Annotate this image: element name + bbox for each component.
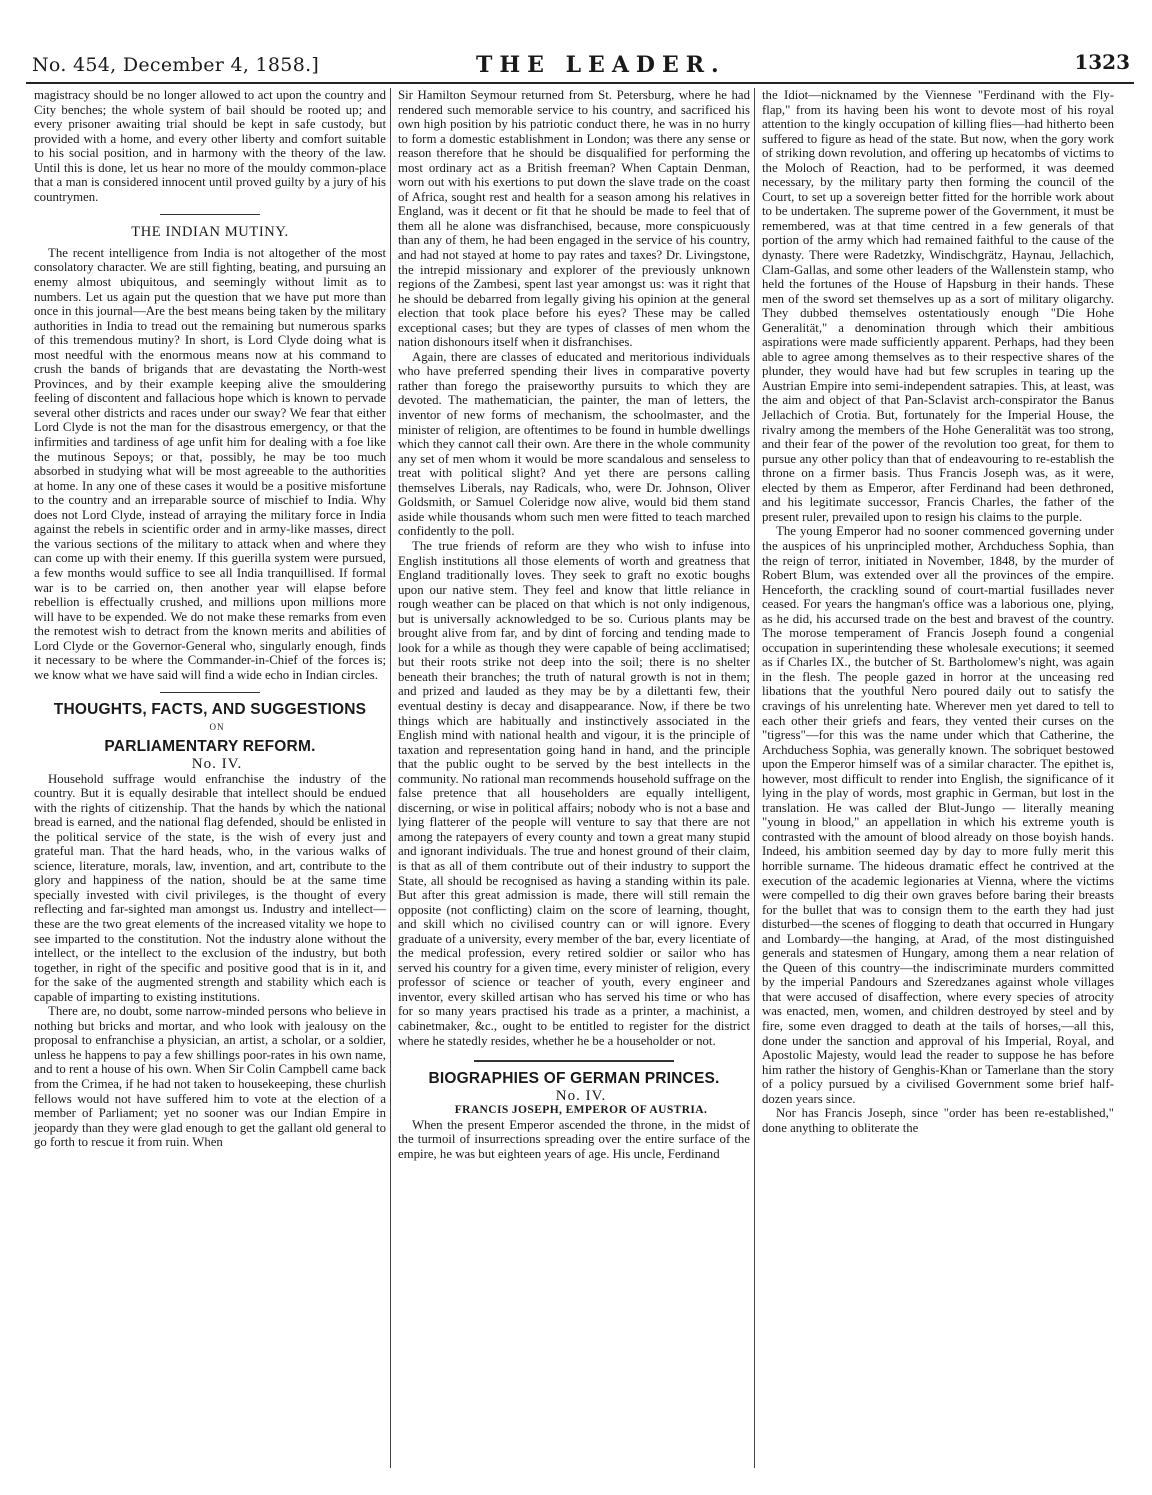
issue-date: No. 454, December 4, 1858.] xyxy=(32,54,320,76)
heading-on: ON xyxy=(209,721,225,732)
article-paragraph: Household suffrage would enfranchise the industry of the country. But it is equally desirable that intellect should be endued with the rights of citizenship. That the hands by which the national bread is earned, and the national flag defended, should be enlisted in the political service of the state, is the wish of every just and grateful man. That the hard heads, who, in the various walks of science, literature, morals, law, invention, and art, contribute to the glory and happiness of the nation, should be at the same time specially invested with civil privileges, is the thought of every reflecting and far-sighted man amongst us. Industry and intellect—these are the two great elements of the increased vitality we hope to see imparted to the constitution. Not the industry alone without the intellect, or the intellect to the exclusion of the industry, but both together, in right of the specific and positive good that is in it, and for the sake of the augmented strength and stability which each is capable of imparting to existing institutions. xyxy=(34,771,386,1004)
column-3 xyxy=(762,88,1114,1135)
section-rule xyxy=(160,692,260,693)
section-heading-reform-2: PARLIAMENTARY REFORM. xyxy=(104,738,316,756)
series-number: No. IV. xyxy=(191,755,243,772)
article-paragraph: Nor has Francis Joseph, since "order has been re-established," done anything to obliterate the xyxy=(762,1106,1114,1135)
article-paragraph: magistracy should be no longer allowed to act upon the country and City benches; the whole system of bail should be rooted up; and every prisoner awaiting trial should be kept in safe custody, but provided with a home, and every other liberty and comfort suitable to his social position, and in harmony with the theory of the law. Until this is done, let us hear no more of the mouldy common-place that a man is considered innocent until proved guilty by a jury of his countrymen. xyxy=(34,88,386,204)
masthead xyxy=(26,48,1134,84)
column-2 xyxy=(398,88,750,1161)
series-number: No. IV. xyxy=(555,1087,607,1104)
article-paragraph: The recent intelligence from India is not altogether of the most consolatory character. We are still fighting, beating, and pursuing an enemy almost ubiquitous, and seemingly without limit as to numbers. Let us again put the question that we have put more than once in this journal—Are the best means being taken by the military authorities in India to tread out the remaining but numerous sparks of this tremendous mutiny? In short, is Lord Clyde doing what is most needful with the enormous means now at his command to crush the bands of brigands that are devastating the North-west Provinces, and by their example keeping alive the smouldering feeling of discontent and fallacious hope which is known to pervade several other districts and races under our sway? We fear that either Lord Clyde is not the man for the disastrous emergency, or that the infirmities and tardiness of age unfit him for dealing with a foe like the mutinous Sepoys; or that, possibly, he may be too much absorbed in studying what will be most agreeable to the authorities at home. In any one of these cases it would be a positive misfortune to the country and an irreparable source of mischief to India. Why does not Lord Clyde, instead of arraying the military force in India against the rebels in scientific order and in army-like masses, direct the various sections of the military to attack when and where they can come up with their enemy. If this guerilla system were pursued, a few months would suffice to see all India tranquillised. If formal war is to be carried on, then another year will elapse before rebellion is effectually crushed, and millions upon millions more will have to be expended. We do not make these remarks from even the remotest wish to detract from the known merits and abilities of Lord Clyde or the Governor-General who, singularly enough, finds it necessary to be where the Commander-in-Chief of the forces is; we know what we have said will find a wide echo in Indian circles. xyxy=(34,245,386,682)
page-number: 1323 xyxy=(1074,50,1130,74)
section-rule xyxy=(474,1060,674,1062)
column-1 xyxy=(34,88,386,1150)
article-paragraph: The true friends of reform are they who wish to infuse into English institutions all those elements of worth and greatness that England traditionally loves. They seek to graft no exotic boughs upon our native stem. They feel and know that little reliance in rough weather can be placed on that which is not only indigenous, but is universally acknowledged to be so. Curious plants may be brought alive from far, and by dint of forcing and tending made to look for a while as though they were capable of being acclimatised; but their roots strike not deep into the soil; there is no shelter beneath their branches; the truth of natural growth is not in them; and prized and lauded as they may be by a dilettanti few, their eventual destiny is decay and disappearance. Now, if there be two things which are habitually and instinctively associated in the English mind with national health and vigour, it is the principle of taxation and representation going hand in hand, and the principle that the public ought to be served by the best intellects in the community. No rational man recommends household suffrage on the false pretence that all householders are equally intelligent, discerning, or wise in political affairs; nobody who is not a base and lying flatterer of the people will venture to say that there are not among the ratepayers of every county and town a great many stupid and ignorant individuals. The true and honest ground of their claim, is that as all of them contribute out of their industry to support the State, all should be recognised as having a standing within its pale. But after this great admission is made, there will still remain the opposite (not conflicting) claim on the score of learning, thought, and skill which no civilised country can or will ignore. Every graduate of a university, every member of the bar, every licentiate of the medical profession, every retired soldier or sailor who has served his country for a given time, every minister of religion, every professor of science or teacher of youth, every engineer and inventor, every skilled artisan who has served his time or who has for so many years practised his trade as a printer, a machinist, a cabinetmaker, &c., ought to be entitled to register for the district where he statedly resides, whether he be a householder or not. xyxy=(398,538,750,1048)
newspaper-title: THE LEADER. xyxy=(476,52,726,78)
article-paragraph: Again, there are classes of educated and meritorious individuals who have preferred spending their lives in comparative poverty rather than forego the praiseworthy pursuits to which they are devoted. The mathematician, the painter, the man of letters, the inventor of new forms of mechanism, the schoolmaster, and the minister of religion, are oftentimes to be found in humble dwellings which they cannot call their own. Are there in the whole community any set of men whom it would be more scandalous and senseless to treat with political slight? And yet there are persons calling themselves Liberals, nay Radicals, who, were Dr. Johnson, Oliver Goldsmith, or Samuel Coleridge now alive, would bid them stand aside while thousands whom such men were fitted to teach marched confidently to the poll. xyxy=(398,349,750,539)
section-heading-reform: THOUGHTS, FACTS, AND SUGGESTIONS xyxy=(53,701,367,719)
article-paragraph: There are, no doubt, some narrow-minded persons who believe in nothing but bricks and mortar, and who look with jealousy on the proposal to enfranchise a physician, an artist, a scholar, or a soldier, unless he happens to pay a few shillings poor-rates in his own name, and to rent a house of his own. When Sir Colin Campbell came back from the Crimea, if he had not taken to housekeeping, these churlish fellows would not have suffered him to vote at the election of a member of Parliament; yet no sooner was our Indian Empire in jeopardy than they were glad enough to get the gallant old general to go forth to rescue it from ruin. When xyxy=(34,1004,386,1150)
column-divider xyxy=(390,88,391,1468)
section-heading-biographies: BIOGRAPHIES OF GERMAN PRINCES. xyxy=(428,1070,720,1088)
article-paragraph: Sir Hamilton Seymour returned from St. Petersburg, where he had rendered such memorable service to his country, and sacrificed his own high position by his patriotic conduct there, he was in no hurry to form a domestic establishment in London; was there any sense or reason therefore that he should be disqualified for performing the most ordinary act as a British freeman? When Captain Denman, worn out with his exertions to put down the slave trade on the coast of Africa, sought rest and health for a season among his relatives in England, was it decent or fit that he should be made to feel that of them all he alone was disfranchised, because, more conspicuously than any of them, he had been engaged in the service of his country, and had not stayed at home to pay rates and taxes? Dr. Livingstone, the intrepid missionary and explorer of the previously unknown regions of the Zambesi, spent last year amongst us: was it right that he should be debarred from legally giving his opinion at the general election that took place before his eyes? These may be called exceptional cases; but they are types of classes of men whom the nation dishonours itself when it disfranchises. xyxy=(398,88,750,350)
article-paragraph: the Idiot—nicknamed by the Viennese "Ferdinand with the Fly-flap," from its having been his wont to devote most of his royal attention to the kingly occupation of killing flies—had hitherto been suffered to figure as head of the state. But now, when the gory work of striking down revolution, and offering up hecatombs of victims to the Moloch of Reaction, had to be performed, it was deemed necessary, by the military party then forming the council of the Court, to set up a sovereign better fitted for the horrible work about to be undertaken. The supreme power of the Government, it must be remembered, was at that time centred in a few generals of that portion of the army which had remained faithful to the cause of the dynasty. There were Radetzky, Windischgrätz, Haynau, Jellachich, Clam-Gallas, and some other leaders of the Wallenstein stamp, who held the fortunes of the House of Hapsburg in their hands. These men of the sword set themselves up as a sort of military oligarchy. They dubbed themselves ostentatiously enough "Die Hohe Generalität," a denomination through which their ambitious aspirations were made sufficiently apparent. Perhaps, had they been able to agree among themselves as to their respective shares of the plunder, they would have had but few scruples in tearing up the Austrian Empire into semi-independent satrapies. This, at least, was the aim and object of that Pan-Sclavist arch-conspirator the Banus Jellachich of Crotia. But, fortunately for the Imperial House, the rivalry among the members of the Hohe Generalität was too strong, and their fear of the power of the revolution too great, for them to pursue any other policy than that of endeavouring to re-establish the throne on a firmer basis. Thus Francis Joseph was, as it were, elected by them as Emperor, after Ferdinand had been dethroned, and his legitimate successor, Francis Charles, the father of the present ruler, prevailed upon to resign his claims to the purple. xyxy=(762,88,1114,524)
article-paragraph: The young Emperor had no sooner commenced governing under the auspices of his unprincipled mother, Archduchess Sophia, than the reign of terror, initiated in November, 1848, by the murder of Robert Blum, was extended over all the provinces of the empire. Henceforth, the crackling sound of court-martial fusillades never ceased. For years the hangman's office was a laborious one, plying, as he did, his accursed trade on the best and bravest of the country. The morose temperament of Francis Joseph found a congenial occupation in superintending these wholesale executions; it seemed as if Charles IX., the butcher of St. Bartholomew's night, was again in the flesh. The people gazed in horror at the unceasing red libations that the youthful Nero poured daily out to satisfy the cravings of his unrelenting hate. Wherever men yet dared to tell to each other their griefs and fears, they vented their curses on the "tigress"—for this was the name under which that Catherine, the Archduchess Sophia, was generally known. The sobriquet bestowed upon the Emperor himself was of a similar character. The epithet is, however, most difficult to render into English, the significance of it lying in the play of words, most graphic in German, but lost in the translation. He was called der Blut-Jungo — literally meaning "young in blood," an appellation in which his extreme youth is contrasted with the amount of blood already on those boyish hands. Indeed, his ambition seemed day by day to more fully merit this horrible surname. The hideous dramatic effect he contrived at the execution of the academic legionaries at Vienna, where the victims were compelled to dig their own graves before baring their breasts for the bullet that was to consign them to the earth they had just disturbed—the scenes of flogging to death that occurred in Hungary and Lombardy—the hanging, at Arad, of the most distinguished generals and statesmen of Hungary, among them a near relation of the Queen of this country—the indiscriminate murders committed by the imperial Pandours and Szeredzanes against whole villages that were accused of disaffection, where every species of atrocity was enacted, men, women, and children destroyed by steel and by fire, some even dragged to death at the tails of horses,—all this, done under the sanction and approval of his Imperial, Royal, and Apostolic Majesty, would lead the reader to suppose he has before him rather the history of Genghis-Khan or Tamerlane than the story of a policy pursued by a civilised Government some brief half-dozen years since. xyxy=(762,524,1114,1106)
column-divider xyxy=(754,88,755,1468)
article-paragraph: When the present Emperor ascended the throne, in the midst of the turmoil of insurrections spreading over the entire surface of the empire, he was but eighteen years of age. His uncle, Ferdinand xyxy=(398,1117,750,1161)
article-subheading: FRANCIS JOSEPH, EMPEROR OF AUSTRIA. xyxy=(454,1104,708,1117)
section-rule xyxy=(160,214,260,215)
section-heading-indian-mutiny: THE INDIAN MUTINY. xyxy=(131,224,289,241)
